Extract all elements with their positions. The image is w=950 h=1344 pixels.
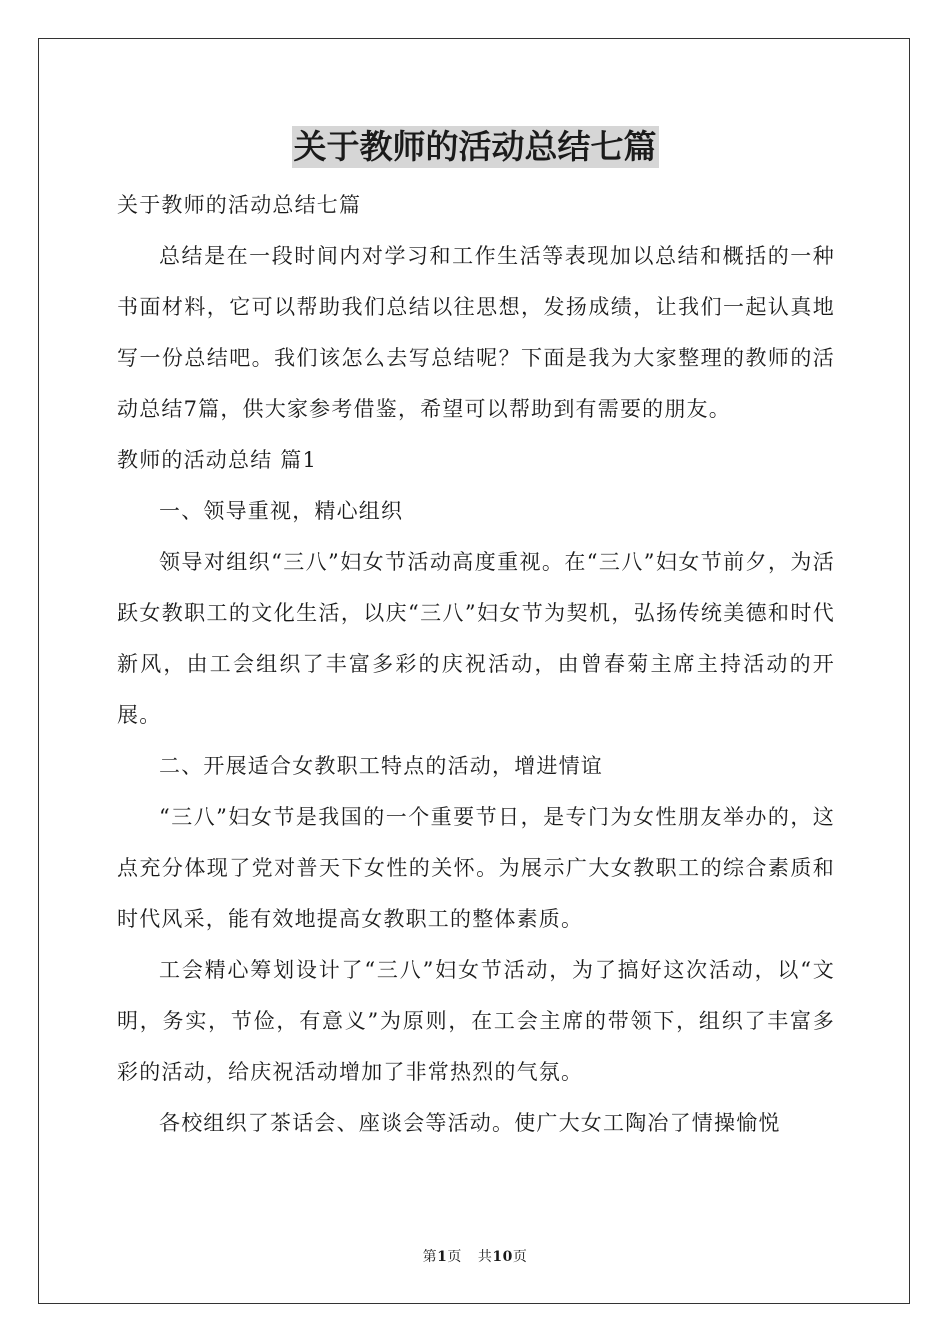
subheading-one: 一、领导重视，精心组织 [159,499,404,523]
paragraph-intro: 总结是在一段时间内对学习和工作生活等表现加以总结和概括的一种书面材料，它可以帮助我们总结以往思想，发扬成绩，让我们一起认真地写一份总结吧。我们该怎么去写总结呢？下面是我为大家整理的教师的活动总结7篇，供大家参考借鉴，希望可以帮助到有需要的朋友。 [117,244,835,421]
paragraph-festival: “三八”妇女节是我国的一个重要节日，是专门为女性朋友举办的，这点充分体现了党对普天下女性的关怀。为展示广大女教职工的综合素质和时代风采，能有效地提高女教职工的整体素质。 [117,805,835,931]
page-current: 1 [437,1249,448,1265]
paragraph-activities: 各校组织了茶话会、座谈会等活动。使广大女工陶冶了情操愉悦 [159,1111,781,1135]
paragraph-planning: 工会精心筹划设计了“三八”妇女节活动，为了搞好这次活动，以“文明，务实，节俭，有意义”为原则，在工会主席的带领下，组织了丰富多彩的活动，给庆祝活动增加了非常热烈的气氛。 [117,958,835,1084]
title-container [0,126,950,168]
subheading-two: 二、开展适合女教职工特点的活动，增进情谊 [159,754,603,778]
document-title: 关于教师的活动总结七篇 [293,127,657,166]
page-suffix: 页 [447,1249,462,1265]
section-heading: 教师的活动总结 篇1 [117,448,318,472]
page-prefix: 第 [422,1249,438,1265]
document-body [117,180,835,1149]
page-footer [0,1248,950,1266]
paragraph-subtitle: 关于教师的活动总结七篇 [117,193,362,217]
total-prefix: 共 [477,1249,493,1265]
paragraph-leadership: 领导对组织“三八”妇女节活动高度重视。在“三八”妇女节前夕，为活跃女教职工的文化生活，以庆“三八”妇女节为契机，弘扬传统美德和时代新风，由工会组织了丰富多彩的庆祝活动，由曾春菊主席主持活动的开展。 [117,550,835,727]
total-suffix: 页 [512,1249,528,1265]
total-pages: 10 [492,1249,513,1265]
